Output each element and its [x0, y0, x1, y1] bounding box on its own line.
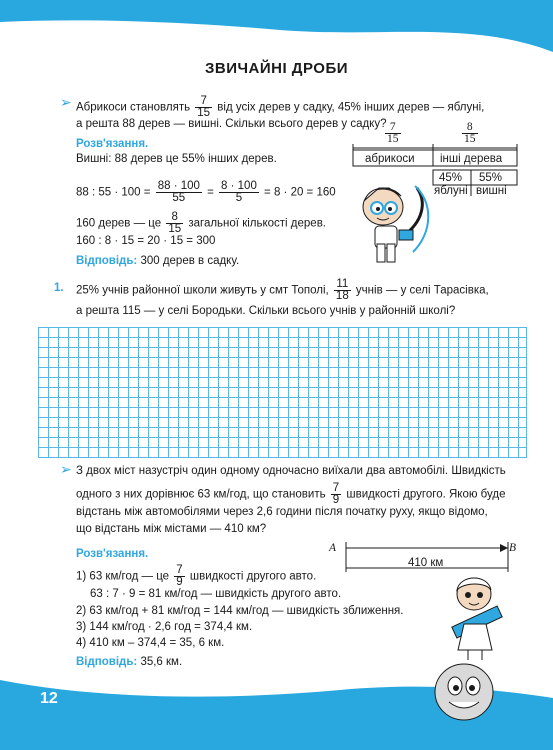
point-b-label: B — [509, 542, 517, 554]
example1-line2: а решта 88 дерев — вишні. Скільки всього дерев у садку? — [76, 118, 387, 130]
page-title: ЗВИЧАЙНІ ДРОБИ — [204, 60, 349, 77]
example1-line1: Абрикоси становлять $\frac{7}{15}$ від усіх дерев у садку, 45% інших дерев — яблуні, — [76, 95, 485, 119]
diagram-fraction: $\frac{7}{15}$ — [387, 121, 399, 145]
answer-grid[interactable] — [38, 327, 527, 458]
solution-step: 3) 144 км/год · 2,6 год = 374,4 км. — [76, 621, 253, 633]
solution-step: 63 : 7 · 9 = 81 км/год — швидкість другого авто. — [90, 588, 342, 600]
task1-line1: 25% учнів районної школи живуть у смт Тополі, $\frac{11}{18}$ учнів — у селі Тарасівка, — [76, 278, 489, 302]
solution-step: 1) 63 км/год — це $\frac{7}{9}$ швидкості другого авто. — [76, 564, 317, 588]
diagram-fraction: $\frac{8}{15}$ — [464, 121, 476, 145]
example2-line4: що відстань між містами — 410 км? — [76, 523, 267, 535]
diagram-label: інші дерева — [440, 153, 503, 165]
answer-line: Відповідь: 35,6 км. — [76, 656, 183, 668]
diagram-label: 55% — [479, 172, 503, 184]
cartoon-boy-illustration — [355, 182, 440, 267]
answer-line: Відповідь: 300 дерев в садку. — [76, 255, 240, 267]
example2-line1: З двох міст назустріч один одному одночасно виїхали два автомобілі. Швидкість — [76, 465, 506, 477]
diagram-label: вишні — [476, 185, 507, 197]
arrow-bullet-icon: ➢ — [60, 461, 72, 477]
solution-step: 2) 63 км/год + 81 км/год = 144 км/год — швидкість зближення. — [76, 605, 404, 617]
point-a-label: A — [329, 542, 337, 554]
solution-step: Вишні: 88 дерев це 55% інших дерев. — [76, 153, 277, 165]
diagram-label: яблуні — [434, 185, 468, 197]
diagram-label: абрикоси — [365, 153, 415, 165]
solution-step: 160 : 8 · 15 = 20 · 15 = 300 — [76, 235, 216, 247]
example2-line2: одного з них дорівнює 63 км/год, що становить $\frac{7}{9}$ швидкості другого. Якою буде — [76, 482, 506, 506]
solution-step: 4) 410 км – 374,4 = 35, 6 км. — [76, 637, 225, 649]
distance-label: 410 км — [408, 557, 444, 569]
page-number: 12 — [40, 690, 58, 707]
task-number: 1. — [54, 282, 64, 294]
example2-line3: відстань між автомобілями через 2,6 години після початку руху, якщо відомо, — [76, 506, 488, 518]
solution-step: 88 : 55 · 100 = $\frac{88 \cdot 100}{55}$ = $\frac{8 \cdot 100}{5}$ = 8 · 20 = 160 — [76, 180, 336, 204]
solution-label: Розв'язання. — [76, 548, 149, 560]
solution-step: 160 дерев — це $\frac{8}{15}$ загальної кількості дерев. — [76, 211, 327, 235]
arrow-bullet-icon: ➢ — [60, 94, 72, 110]
diagram-label: 45% — [439, 172, 463, 184]
solution-label: Розв'язання. — [76, 138, 149, 150]
smiley-face-illustration — [433, 662, 495, 722]
task1-line2: а решта 115 — у селі Бородьки. Скільки всього учнів у районній школі? — [76, 305, 456, 317]
cartoon-girl-illustration — [446, 572, 508, 660]
